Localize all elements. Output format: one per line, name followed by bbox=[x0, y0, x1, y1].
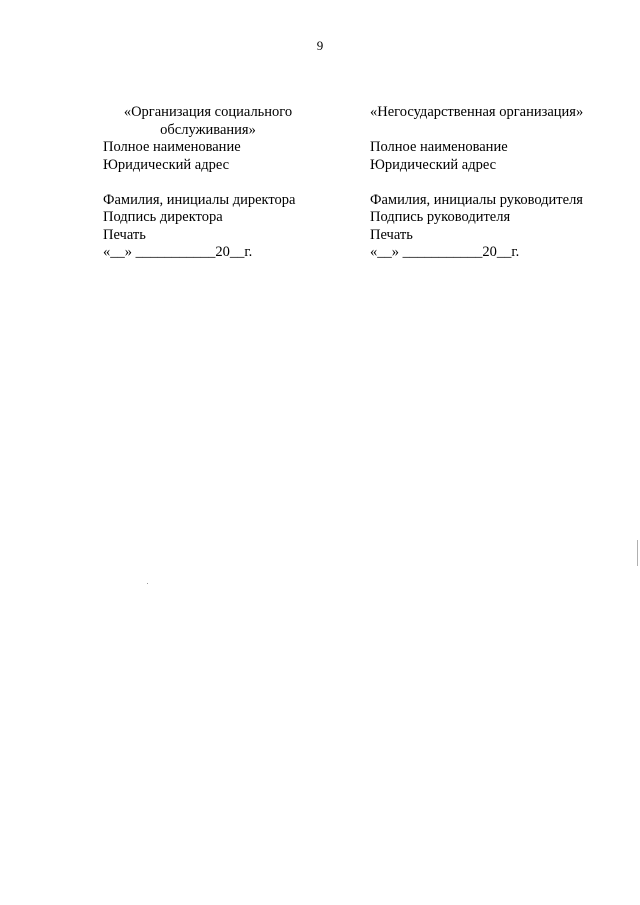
right-spacer bbox=[370, 174, 610, 192]
right-date-line: «__» ___________20__г. bbox=[370, 244, 520, 260]
scan-speck bbox=[147, 583, 148, 584]
left-organization-title: «Организация социального обслуживания» bbox=[123, 104, 293, 138]
right-title-spacer bbox=[370, 122, 610, 140]
right-organization-title: «Негосударственная организация» bbox=[370, 104, 584, 120]
page-number: 9 bbox=[316, 38, 324, 53]
right-head-name-label: Фамилия, инициалы руководителя bbox=[370, 191, 583, 208]
right-legal-address-label: Юридический адрес bbox=[370, 156, 497, 173]
left-signature-label: Подпись директора bbox=[103, 209, 223, 225]
left-legal-address-label: Юридический адрес bbox=[103, 156, 230, 173]
left-head-name-label: Фамилия, инициалы директора bbox=[103, 191, 296, 208]
right-full-name-label: Полное наименование bbox=[370, 139, 508, 155]
left-spacer bbox=[103, 174, 333, 192]
right-signature-label: Подпись руководителя bbox=[370, 209, 511, 225]
left-seal-label: Печать bbox=[103, 226, 146, 243]
left-party-requisites bbox=[103, 104, 333, 262]
right-seal-label: Печать bbox=[370, 226, 413, 243]
right-party-requisites bbox=[370, 104, 610, 262]
left-date-line: «__» ___________20__г. bbox=[103, 244, 253, 260]
left-full-name-label: Полное наименование bbox=[103, 139, 241, 155]
scan-edge-mark bbox=[637, 540, 638, 566]
